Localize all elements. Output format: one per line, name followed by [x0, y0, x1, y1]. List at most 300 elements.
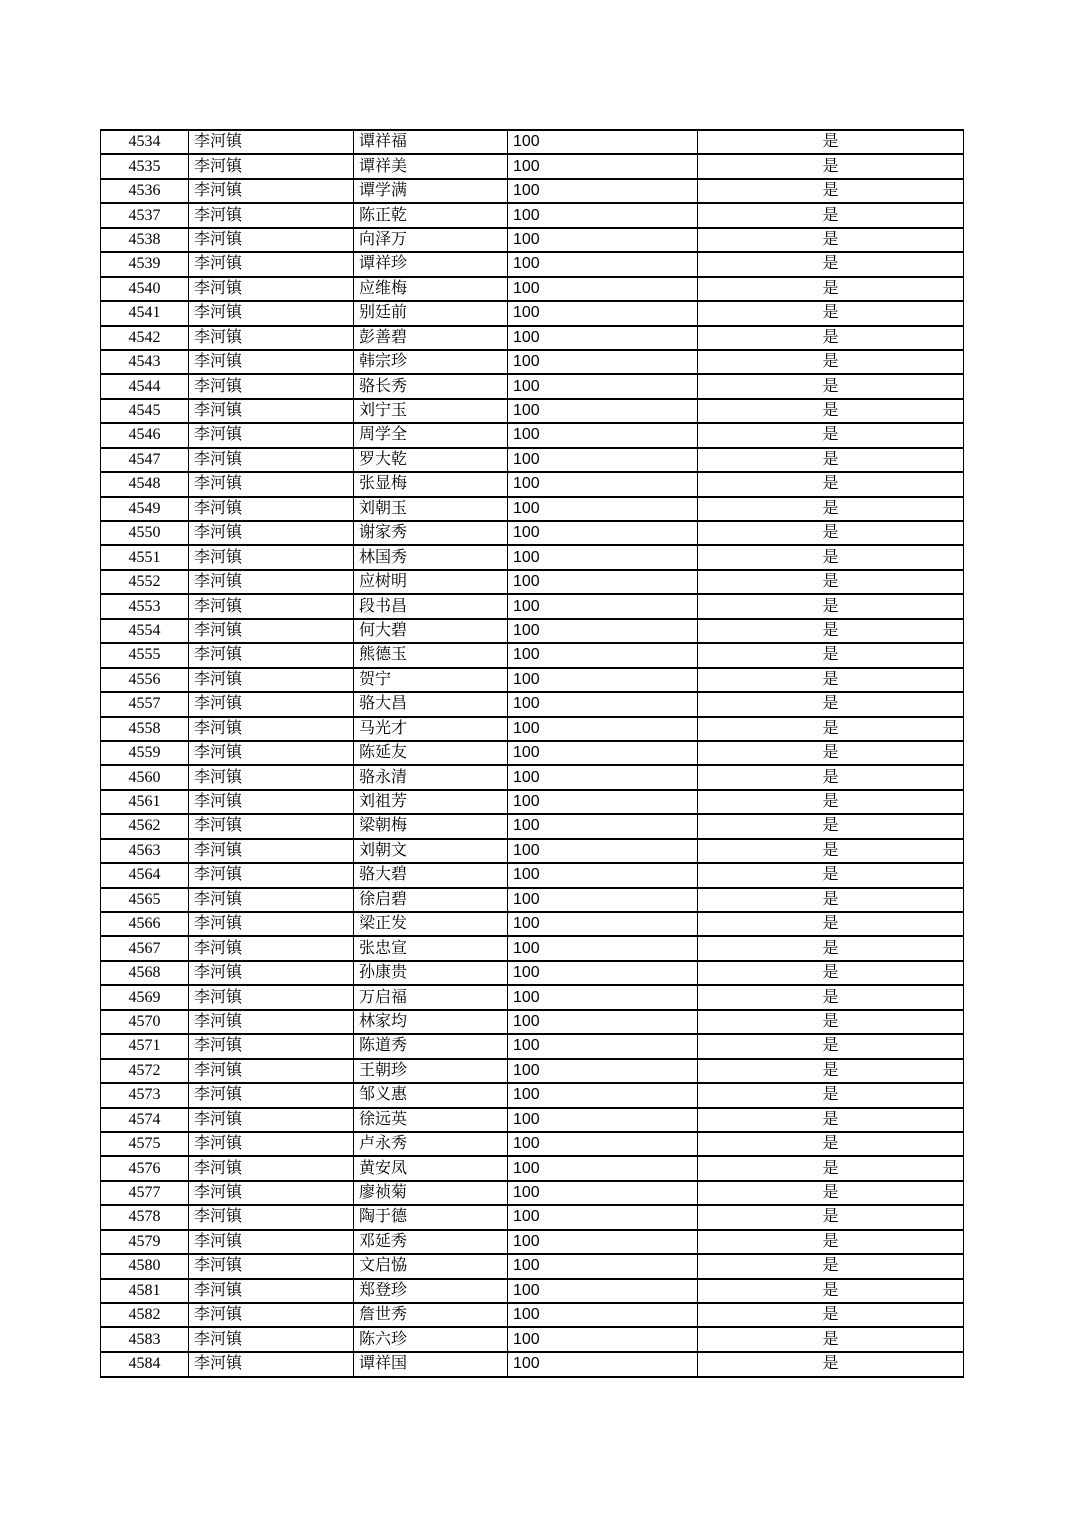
- cell-id: 4545: [101, 399, 189, 423]
- table-row: [101, 472, 964, 496]
- cell-confirmed: 是: [698, 228, 964, 252]
- cell-name: 谢家秀: [354, 521, 508, 545]
- cell-town: 李河镇: [189, 692, 354, 716]
- cell-town: 李河镇: [189, 350, 354, 374]
- cell-id: 4547: [101, 448, 189, 472]
- table-row: [101, 765, 964, 789]
- cell-town: 李河镇: [189, 326, 354, 350]
- cell-name: 黄安凤: [354, 1156, 508, 1180]
- table-row: [101, 1059, 964, 1083]
- cell-name: 徐启碧: [354, 888, 508, 912]
- table-row: [101, 448, 964, 472]
- cell-town: 李河镇: [189, 765, 354, 789]
- cell-town: 李河镇: [189, 203, 354, 227]
- table-row: [101, 154, 964, 178]
- cell-id: 4550: [101, 521, 189, 545]
- cell-score: 100: [508, 326, 698, 350]
- cell-confirmed: 是: [698, 1034, 964, 1058]
- cell-name: 陶于德: [354, 1205, 508, 1229]
- cell-town: 李河镇: [189, 1010, 354, 1034]
- table-row: [101, 668, 964, 692]
- cell-confirmed: 是: [698, 936, 964, 960]
- cell-name: 林家均: [354, 1010, 508, 1034]
- cell-town: 李河镇: [189, 1327, 354, 1351]
- cell-town: 李河镇: [189, 1303, 354, 1327]
- cell-confirmed: 是: [698, 350, 964, 374]
- table-row: [101, 570, 964, 594]
- cell-score: 100: [508, 741, 698, 765]
- cell-id: 4564: [101, 863, 189, 887]
- cell-id: 4580: [101, 1254, 189, 1278]
- table-row: [101, 277, 964, 301]
- cell-id: 4566: [101, 912, 189, 936]
- cell-confirmed: 是: [698, 790, 964, 814]
- cell-name: 韩宗珍: [354, 350, 508, 374]
- cell-score: 100: [508, 643, 698, 667]
- cell-confirmed: 是: [698, 179, 964, 203]
- cell-town: 李河镇: [189, 1156, 354, 1180]
- cell-id: 4561: [101, 790, 189, 814]
- cell-town: 李河镇: [189, 570, 354, 594]
- cell-score: 100: [508, 277, 698, 301]
- cell-confirmed: 是: [698, 888, 964, 912]
- cell-confirmed: 是: [698, 1059, 964, 1083]
- cell-score: 100: [508, 619, 698, 643]
- cell-id: 4567: [101, 936, 189, 960]
- table-row: [101, 130, 964, 154]
- cell-id: 4578: [101, 1205, 189, 1229]
- cell-town: 李河镇: [189, 619, 354, 643]
- cell-confirmed: 是: [698, 619, 964, 643]
- table-row: [101, 741, 964, 765]
- cell-name: 王朝珍: [354, 1059, 508, 1083]
- cell-name: 邓延秀: [354, 1230, 508, 1254]
- cell-name: 刘朝文: [354, 839, 508, 863]
- cell-id: 4543: [101, 350, 189, 374]
- cell-name: 张忠宣: [354, 936, 508, 960]
- cell-name: 张显梅: [354, 472, 508, 496]
- cell-id: 4558: [101, 717, 189, 741]
- cell-confirmed: 是: [698, 961, 964, 985]
- table-row: [101, 1303, 964, 1327]
- table-row: [101, 1108, 964, 1132]
- cell-town: 李河镇: [189, 1279, 354, 1303]
- cell-id: 4579: [101, 1230, 189, 1254]
- cell-id: 4541: [101, 301, 189, 325]
- table-row: [101, 594, 964, 618]
- cell-name: 梁正发: [354, 912, 508, 936]
- cell-name: 应树明: [354, 570, 508, 594]
- cell-name: 廖祯菊: [354, 1181, 508, 1205]
- table-row: [101, 1230, 964, 1254]
- cell-town: 李河镇: [189, 521, 354, 545]
- cell-name: 林国秀: [354, 545, 508, 569]
- cell-confirmed: 是: [698, 692, 964, 716]
- cell-town: 李河镇: [189, 594, 354, 618]
- cell-confirmed: 是: [698, 1108, 964, 1132]
- cell-name: 谭祥珍: [354, 252, 508, 276]
- table-row: [101, 423, 964, 447]
- table-row: [101, 399, 964, 423]
- cell-name: 邹义惠: [354, 1083, 508, 1107]
- cell-town: 李河镇: [189, 301, 354, 325]
- cell-id: 4583: [101, 1327, 189, 1351]
- cell-id: 4569: [101, 985, 189, 1009]
- cell-score: 100: [508, 545, 698, 569]
- cell-name: 何大碧: [354, 619, 508, 643]
- cell-town: 李河镇: [189, 277, 354, 301]
- cell-id: 4572: [101, 1059, 189, 1083]
- cell-id: 4552: [101, 570, 189, 594]
- cell-score: 100: [508, 1352, 698, 1377]
- cell-id: 4551: [101, 545, 189, 569]
- cell-name: 谭祥国: [354, 1352, 508, 1377]
- roster-table: [100, 129, 964, 1378]
- cell-town: 李河镇: [189, 374, 354, 398]
- cell-confirmed: 是: [698, 594, 964, 618]
- cell-town: 李河镇: [189, 1083, 354, 1107]
- cell-id: 4570: [101, 1010, 189, 1034]
- table-row: [101, 619, 964, 643]
- cell-score: 100: [508, 350, 698, 374]
- cell-confirmed: 是: [698, 399, 964, 423]
- cell-id: 4562: [101, 814, 189, 838]
- cell-id: 4544: [101, 374, 189, 398]
- table-row: [101, 497, 964, 521]
- cell-confirmed: 是: [698, 570, 964, 594]
- table-row: [101, 374, 964, 398]
- cell-name: 骆大碧: [354, 863, 508, 887]
- cell-name: 刘祖芳: [354, 790, 508, 814]
- cell-town: 李河镇: [189, 179, 354, 203]
- cell-confirmed: 是: [698, 717, 964, 741]
- cell-score: 100: [508, 228, 698, 252]
- cell-town: 李河镇: [189, 423, 354, 447]
- cell-score: 100: [508, 203, 698, 227]
- table-row: [101, 692, 964, 716]
- cell-confirmed: 是: [698, 252, 964, 276]
- cell-id: 4582: [101, 1303, 189, 1327]
- cell-confirmed: 是: [698, 668, 964, 692]
- cell-town: 李河镇: [189, 228, 354, 252]
- cell-town: 李河镇: [189, 741, 354, 765]
- cell-town: 李河镇: [189, 839, 354, 863]
- cell-confirmed: 是: [698, 814, 964, 838]
- cell-id: 4556: [101, 668, 189, 692]
- cell-confirmed: 是: [698, 1279, 964, 1303]
- cell-town: 李河镇: [189, 1352, 354, 1377]
- cell-town: 李河镇: [189, 961, 354, 985]
- cell-score: 100: [508, 1010, 698, 1034]
- cell-town: 李河镇: [189, 252, 354, 276]
- cell-score: 100: [508, 814, 698, 838]
- cell-confirmed: 是: [698, 985, 964, 1009]
- cell-name: 应维梅: [354, 277, 508, 301]
- cell-name: 彭善碧: [354, 326, 508, 350]
- cell-confirmed: 是: [698, 1156, 964, 1180]
- cell-score: 100: [508, 765, 698, 789]
- table-row: [101, 350, 964, 374]
- cell-town: 李河镇: [189, 643, 354, 667]
- cell-name: 谭祥福: [354, 130, 508, 154]
- cell-id: 4577: [101, 1181, 189, 1205]
- cell-score: 100: [508, 936, 698, 960]
- cell-confirmed: 是: [698, 1205, 964, 1229]
- table-row: [101, 1279, 964, 1303]
- cell-name: 陈道秀: [354, 1034, 508, 1058]
- cell-confirmed: 是: [698, 203, 964, 227]
- cell-id: 4555: [101, 643, 189, 667]
- table-row: [101, 936, 964, 960]
- cell-confirmed: 是: [698, 765, 964, 789]
- cell-confirmed: 是: [698, 277, 964, 301]
- cell-score: 100: [508, 1181, 698, 1205]
- cell-town: 李河镇: [189, 1132, 354, 1156]
- cell-score: 100: [508, 1083, 698, 1107]
- table-row: [101, 521, 964, 545]
- cell-town: 李河镇: [189, 1230, 354, 1254]
- cell-name: 万启福: [354, 985, 508, 1009]
- cell-confirmed: 是: [698, 521, 964, 545]
- table-row: [101, 228, 964, 252]
- cell-score: 100: [508, 374, 698, 398]
- cell-score: 100: [508, 863, 698, 887]
- cell-confirmed: 是: [698, 130, 964, 154]
- table-row: [101, 1132, 964, 1156]
- cell-name: 马光才: [354, 717, 508, 741]
- cell-id: 4576: [101, 1156, 189, 1180]
- cell-score: 100: [508, 961, 698, 985]
- cell-score: 100: [508, 1230, 698, 1254]
- cell-score: 100: [508, 472, 698, 496]
- table-row: [101, 1352, 964, 1377]
- cell-score: 100: [508, 399, 698, 423]
- cell-town: 李河镇: [189, 1034, 354, 1058]
- cell-id: 4553: [101, 594, 189, 618]
- cell-id: 4584: [101, 1352, 189, 1377]
- cell-name: 罗大乾: [354, 448, 508, 472]
- cell-town: 李河镇: [189, 863, 354, 887]
- cell-confirmed: 是: [698, 741, 964, 765]
- cell-name: 孙康贵: [354, 961, 508, 985]
- cell-name: 谭祥美: [354, 154, 508, 178]
- cell-id: 4540: [101, 277, 189, 301]
- cell-confirmed: 是: [698, 1083, 964, 1107]
- cell-confirmed: 是: [698, 912, 964, 936]
- cell-town: 李河镇: [189, 130, 354, 154]
- cell-name: 徐远英: [354, 1108, 508, 1132]
- cell-town: 李河镇: [189, 985, 354, 1009]
- table-row: [101, 252, 964, 276]
- cell-confirmed: 是: [698, 374, 964, 398]
- cell-id: 4539: [101, 252, 189, 276]
- cell-score: 100: [508, 1303, 698, 1327]
- cell-id: 4560: [101, 765, 189, 789]
- cell-confirmed: 是: [698, 839, 964, 863]
- cell-confirmed: 是: [698, 1132, 964, 1156]
- cell-name: 谭学满: [354, 179, 508, 203]
- cell-id: 4573: [101, 1083, 189, 1107]
- cell-name: 陈延友: [354, 741, 508, 765]
- cell-score: 100: [508, 1156, 698, 1180]
- cell-score: 100: [508, 839, 698, 863]
- cell-town: 李河镇: [189, 1059, 354, 1083]
- cell-score: 100: [508, 1205, 698, 1229]
- cell-confirmed: 是: [698, 1010, 964, 1034]
- table-row: [101, 1254, 964, 1278]
- cell-town: 李河镇: [189, 154, 354, 178]
- table-row: [101, 790, 964, 814]
- cell-confirmed: 是: [698, 863, 964, 887]
- cell-town: 李河镇: [189, 912, 354, 936]
- cell-confirmed: 是: [698, 643, 964, 667]
- cell-score: 100: [508, 130, 698, 154]
- cell-name: 段书昌: [354, 594, 508, 618]
- cell-town: 李河镇: [189, 936, 354, 960]
- table-row: [101, 839, 964, 863]
- cell-score: 100: [508, 1108, 698, 1132]
- cell-score: 100: [508, 179, 698, 203]
- cell-name: 郑登珍: [354, 1279, 508, 1303]
- cell-score: 100: [508, 985, 698, 1009]
- table-row: [101, 1327, 964, 1351]
- cell-name: 向泽万: [354, 228, 508, 252]
- cell-score: 100: [508, 888, 698, 912]
- table-row: [101, 179, 964, 203]
- cell-score: 100: [508, 1327, 698, 1351]
- cell-id: 4536: [101, 179, 189, 203]
- cell-name: 熊德玉: [354, 643, 508, 667]
- table-row: [101, 301, 964, 325]
- cell-score: 100: [508, 497, 698, 521]
- cell-name: 刘宁玉: [354, 399, 508, 423]
- cell-id: 4537: [101, 203, 189, 227]
- cell-town: 李河镇: [189, 1254, 354, 1278]
- cell-score: 100: [508, 692, 698, 716]
- cell-id: 4563: [101, 839, 189, 863]
- cell-town: 李河镇: [189, 1108, 354, 1132]
- cell-confirmed: 是: [698, 1181, 964, 1205]
- cell-id: 4568: [101, 961, 189, 985]
- cell-town: 李河镇: [189, 717, 354, 741]
- cell-town: 李河镇: [189, 472, 354, 496]
- cell-score: 100: [508, 1279, 698, 1303]
- cell-name: 陈六珍: [354, 1327, 508, 1351]
- cell-town: 李河镇: [189, 545, 354, 569]
- table-row: [101, 1083, 964, 1107]
- table-row: [101, 1205, 964, 1229]
- cell-score: 100: [508, 154, 698, 178]
- cell-name: 陈正乾: [354, 203, 508, 227]
- cell-id: 4565: [101, 888, 189, 912]
- cell-confirmed: 是: [698, 1352, 964, 1377]
- cell-score: 100: [508, 423, 698, 447]
- cell-town: 李河镇: [189, 399, 354, 423]
- table-row: [101, 1181, 964, 1205]
- table-row: [101, 326, 964, 350]
- cell-score: 100: [508, 668, 698, 692]
- cell-confirmed: 是: [698, 1254, 964, 1278]
- cell-id: 4581: [101, 1279, 189, 1303]
- table-row: [101, 643, 964, 667]
- cell-name: 梁朝梅: [354, 814, 508, 838]
- cell-confirmed: 是: [698, 301, 964, 325]
- cell-confirmed: 是: [698, 448, 964, 472]
- cell-name: 文启恊: [354, 1254, 508, 1278]
- table-row: [101, 1010, 964, 1034]
- table-row: [101, 888, 964, 912]
- cell-score: 100: [508, 1034, 698, 1058]
- cell-id: 4549: [101, 497, 189, 521]
- cell-town: 李河镇: [189, 1181, 354, 1205]
- cell-name: 詹世秀: [354, 1303, 508, 1327]
- cell-score: 100: [508, 1254, 698, 1278]
- cell-id: 4557: [101, 692, 189, 716]
- cell-id: 4571: [101, 1034, 189, 1058]
- cell-town: 李河镇: [189, 497, 354, 521]
- cell-id: 4542: [101, 326, 189, 350]
- cell-town: 李河镇: [189, 668, 354, 692]
- cell-confirmed: 是: [698, 472, 964, 496]
- cell-name: 卢永秀: [354, 1132, 508, 1156]
- table-row: [101, 961, 964, 985]
- cell-id: 4535: [101, 154, 189, 178]
- cell-score: 100: [508, 790, 698, 814]
- cell-id: 4548: [101, 472, 189, 496]
- cell-confirmed: 是: [698, 497, 964, 521]
- cell-confirmed: 是: [698, 545, 964, 569]
- cell-name: 别廷前: [354, 301, 508, 325]
- cell-town: 李河镇: [189, 1205, 354, 1229]
- cell-town: 李河镇: [189, 814, 354, 838]
- table-row: [101, 863, 964, 887]
- table-row: [101, 717, 964, 741]
- table-row: [101, 814, 964, 838]
- cell-confirmed: 是: [698, 1327, 964, 1351]
- cell-town: 李河镇: [189, 448, 354, 472]
- cell-id: 4546: [101, 423, 189, 447]
- table-row: [101, 985, 964, 1009]
- cell-score: 100: [508, 252, 698, 276]
- table-row: [101, 1156, 964, 1180]
- cell-id: 4559: [101, 741, 189, 765]
- cell-name: 刘朝玉: [354, 497, 508, 521]
- table-row: [101, 912, 964, 936]
- cell-score: 100: [508, 301, 698, 325]
- cell-town: 李河镇: [189, 790, 354, 814]
- cell-confirmed: 是: [698, 1230, 964, 1254]
- table-row: [101, 545, 964, 569]
- cell-name: 骆大昌: [354, 692, 508, 716]
- table-row: [101, 203, 964, 227]
- cell-name: 周学全: [354, 423, 508, 447]
- cell-score: 100: [508, 448, 698, 472]
- cell-score: 100: [508, 912, 698, 936]
- cell-id: 4534: [101, 130, 189, 154]
- cell-score: 100: [508, 594, 698, 618]
- cell-score: 100: [508, 521, 698, 545]
- cell-confirmed: 是: [698, 326, 964, 350]
- cell-name: 贺宁: [354, 668, 508, 692]
- cell-id: 4574: [101, 1108, 189, 1132]
- cell-id: 4554: [101, 619, 189, 643]
- cell-confirmed: 是: [698, 154, 964, 178]
- cell-id: 4538: [101, 228, 189, 252]
- cell-id: 4575: [101, 1132, 189, 1156]
- cell-name: 骆永清: [354, 765, 508, 789]
- cell-score: 100: [508, 1132, 698, 1156]
- cell-score: 100: [508, 1059, 698, 1083]
